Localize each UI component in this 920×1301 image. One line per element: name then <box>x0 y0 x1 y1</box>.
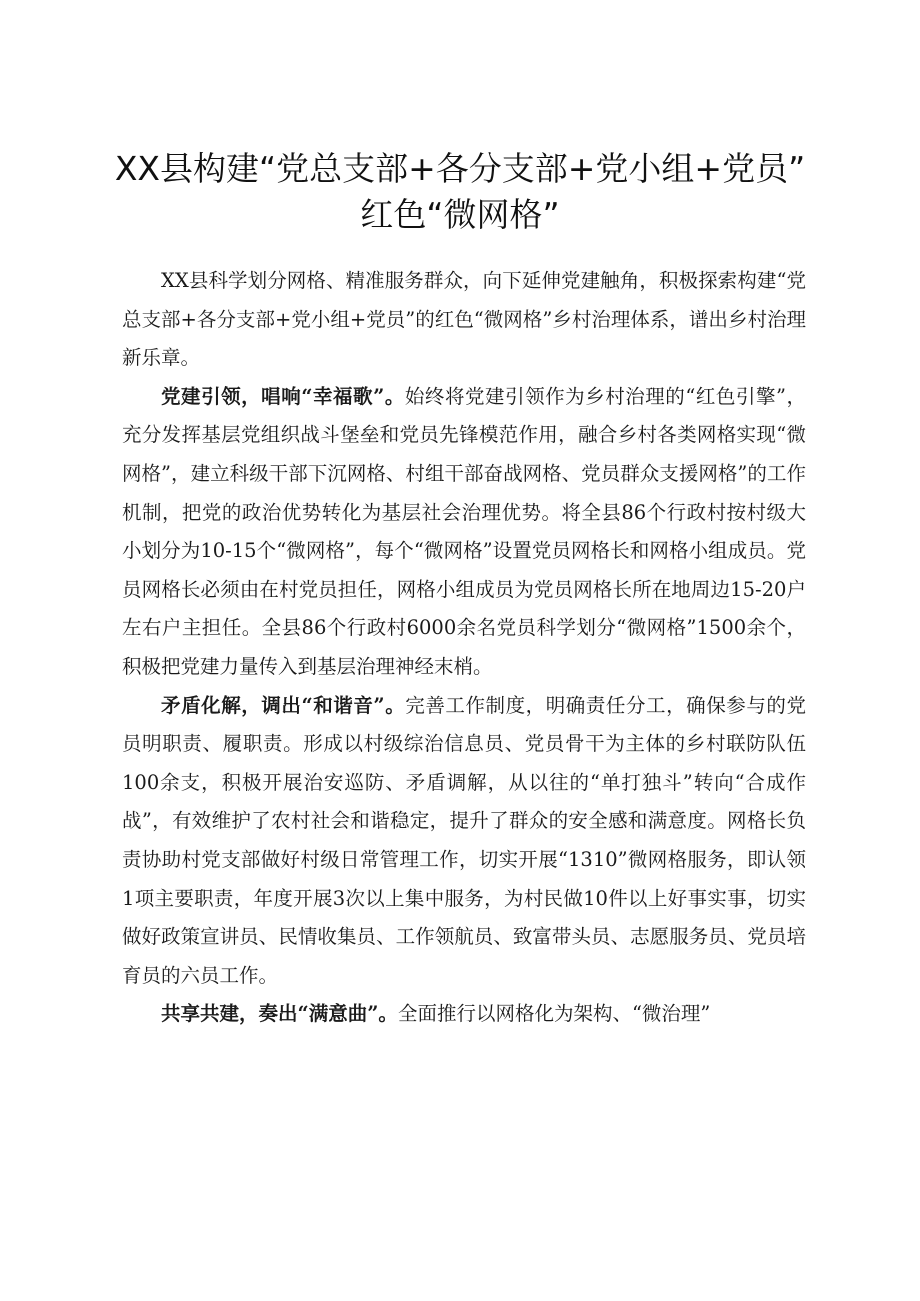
paragraph-text: XX县科学划分网格、精准服务群众，向下延伸党建触角，积极探索构建“党总支部+各分支部+党小组+党员”的红色“微网格”乡村治理体系，谱出乡村治理新乐章。 <box>122 269 806 370</box>
title-line-1: XX县构建“党总支部+各分支部+党小组+党员” <box>114 149 806 188</box>
paragraph-shared-building <box>122 995 806 1034</box>
paragraph-conflict-resolution <box>122 687 806 996</box>
paragraph-intro <box>122 262 806 378</box>
paragraph-lead-heading: 共享共建，奏出“满意曲”。 <box>161 1002 398 1026</box>
document-title <box>90 146 830 238</box>
paragraph-party-leadership <box>122 378 806 687</box>
paragraph-text: 完善工作制度，明确责任分工，确保参与的党员明职责、履职责。形成以村级综治信息员、党员骨干为主体的乡村联防队伍100余支，积极开展治安巡防、矛盾调解，从以往的“单打独斗”转向“合成作战”，有效维护了农村社会和谐稳定，提升了群众的安全感和满意度。网格长负责协助村党支部做好村级日常管理工作，切实开展“1310”微网格服务，即认领1项主要职责，年度开展3次以上集中服务，为村民做10件以上好事实事，切实做好政策宣讲员、民情收集员、工作领航员、致富带头员、志愿服务员、党员培育员的六员工作。 <box>122 693 806 987</box>
paragraph-lead-heading: 党建引领，唱响“幸福歌”。 <box>161 384 405 408</box>
paragraph-lead-heading: 矛盾化解，调出“和谐音”。 <box>161 693 406 717</box>
paragraph-text: 始终将党建引领作为乡村治理的“红色引擎”，充分发挥基层党组织战斗堡垒和党员先锋模范作用，融合乡村各类网格实现“微网格”，建立科级干部下沉网格、村组干部奋战网格、党员群众支援网格”的工作机制，把党的政治优势转化为基层社会治理优势。将全县86个行政村按村级大小划分为10-15个“微网格”，每个“微网格”设置党员网格长和网格小组成员。党员网格长必须由在村党员担任，网格小组成员为党员网格长所在地周边15-20户左右户主担任。全县86个行政村6000余名党员科学划分“微网格”1500余个，积极把党建力量传入到基层治理神经末梢。 <box>122 384 806 678</box>
title-line-2: 红色“微网格” <box>360 195 560 234</box>
document-body <box>122 262 806 1034</box>
paragraph-text: 全面推行以网格化为架构、“微治理” <box>397 1002 711 1026</box>
